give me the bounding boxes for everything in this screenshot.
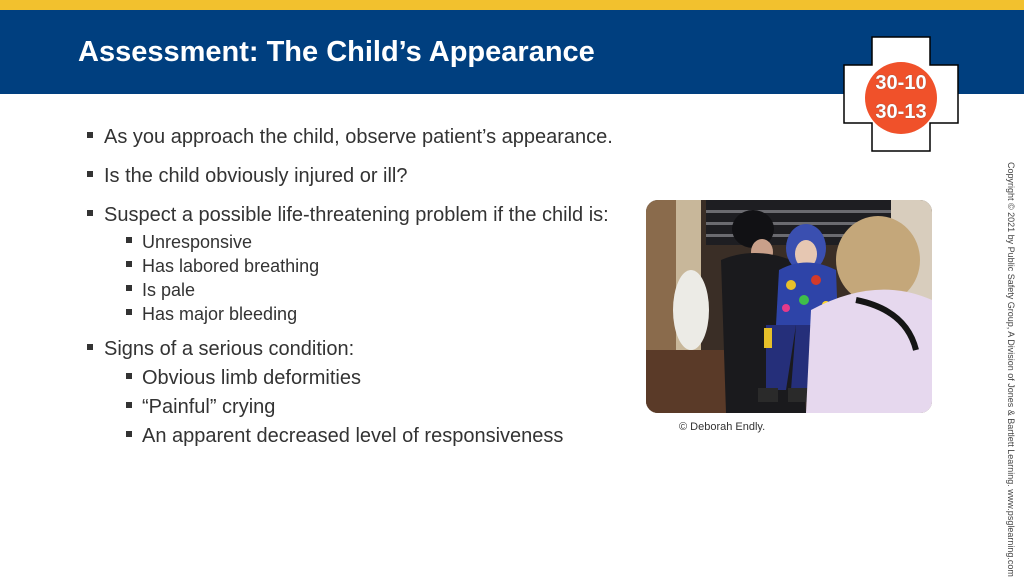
- sub-bullet-item: Unresponsive: [86, 230, 646, 254]
- bullet-item: Is the child obviously injured or ill?: [86, 165, 646, 188]
- sub-bullet-item: Has labored breathing: [86, 254, 646, 278]
- patient-photo: [646, 200, 932, 413]
- sub-list: [86, 364, 646, 451]
- chapter-badge: [865, 62, 937, 134]
- bullet-list: [86, 126, 646, 463]
- slide-title: Assessment: The Child’s Appearance: [78, 36, 595, 68]
- photo-credit: © Deborah Endly.: [679, 421, 766, 433]
- bullet-item: Signs of a serious condition:: [86, 338, 646, 361]
- sub-bullet-item: Obvious limb deformities: [86, 364, 646, 393]
- bullet-item: Suspect a possible life-threatening problem if the child is:: [86, 204, 646, 227]
- copyright-text: Copyright © 2021 by Public Safety Group, A Division of Jones & Bartlett Learning. www.psglearning.com: [1006, 162, 1016, 577]
- badge-line-1: 30-10: [875, 72, 927, 94]
- sub-bullet-item: Has major bleeding: [86, 302, 646, 326]
- sub-bullet-item: “Painful” crying: [86, 393, 646, 422]
- copyright-notice: [1004, 162, 1018, 577]
- sub-bullet-item: An apparent decreased level of responsiveness: [86, 422, 646, 451]
- bullet-item: As you approach the child, observe patient’s appearance.: [86, 126, 646, 149]
- sub-bullet-item: Is pale: [86, 278, 646, 302]
- accent-bar: [0, 0, 1024, 10]
- badge-line-2: 30-13: [875, 101, 927, 123]
- sub-list: [86, 230, 646, 326]
